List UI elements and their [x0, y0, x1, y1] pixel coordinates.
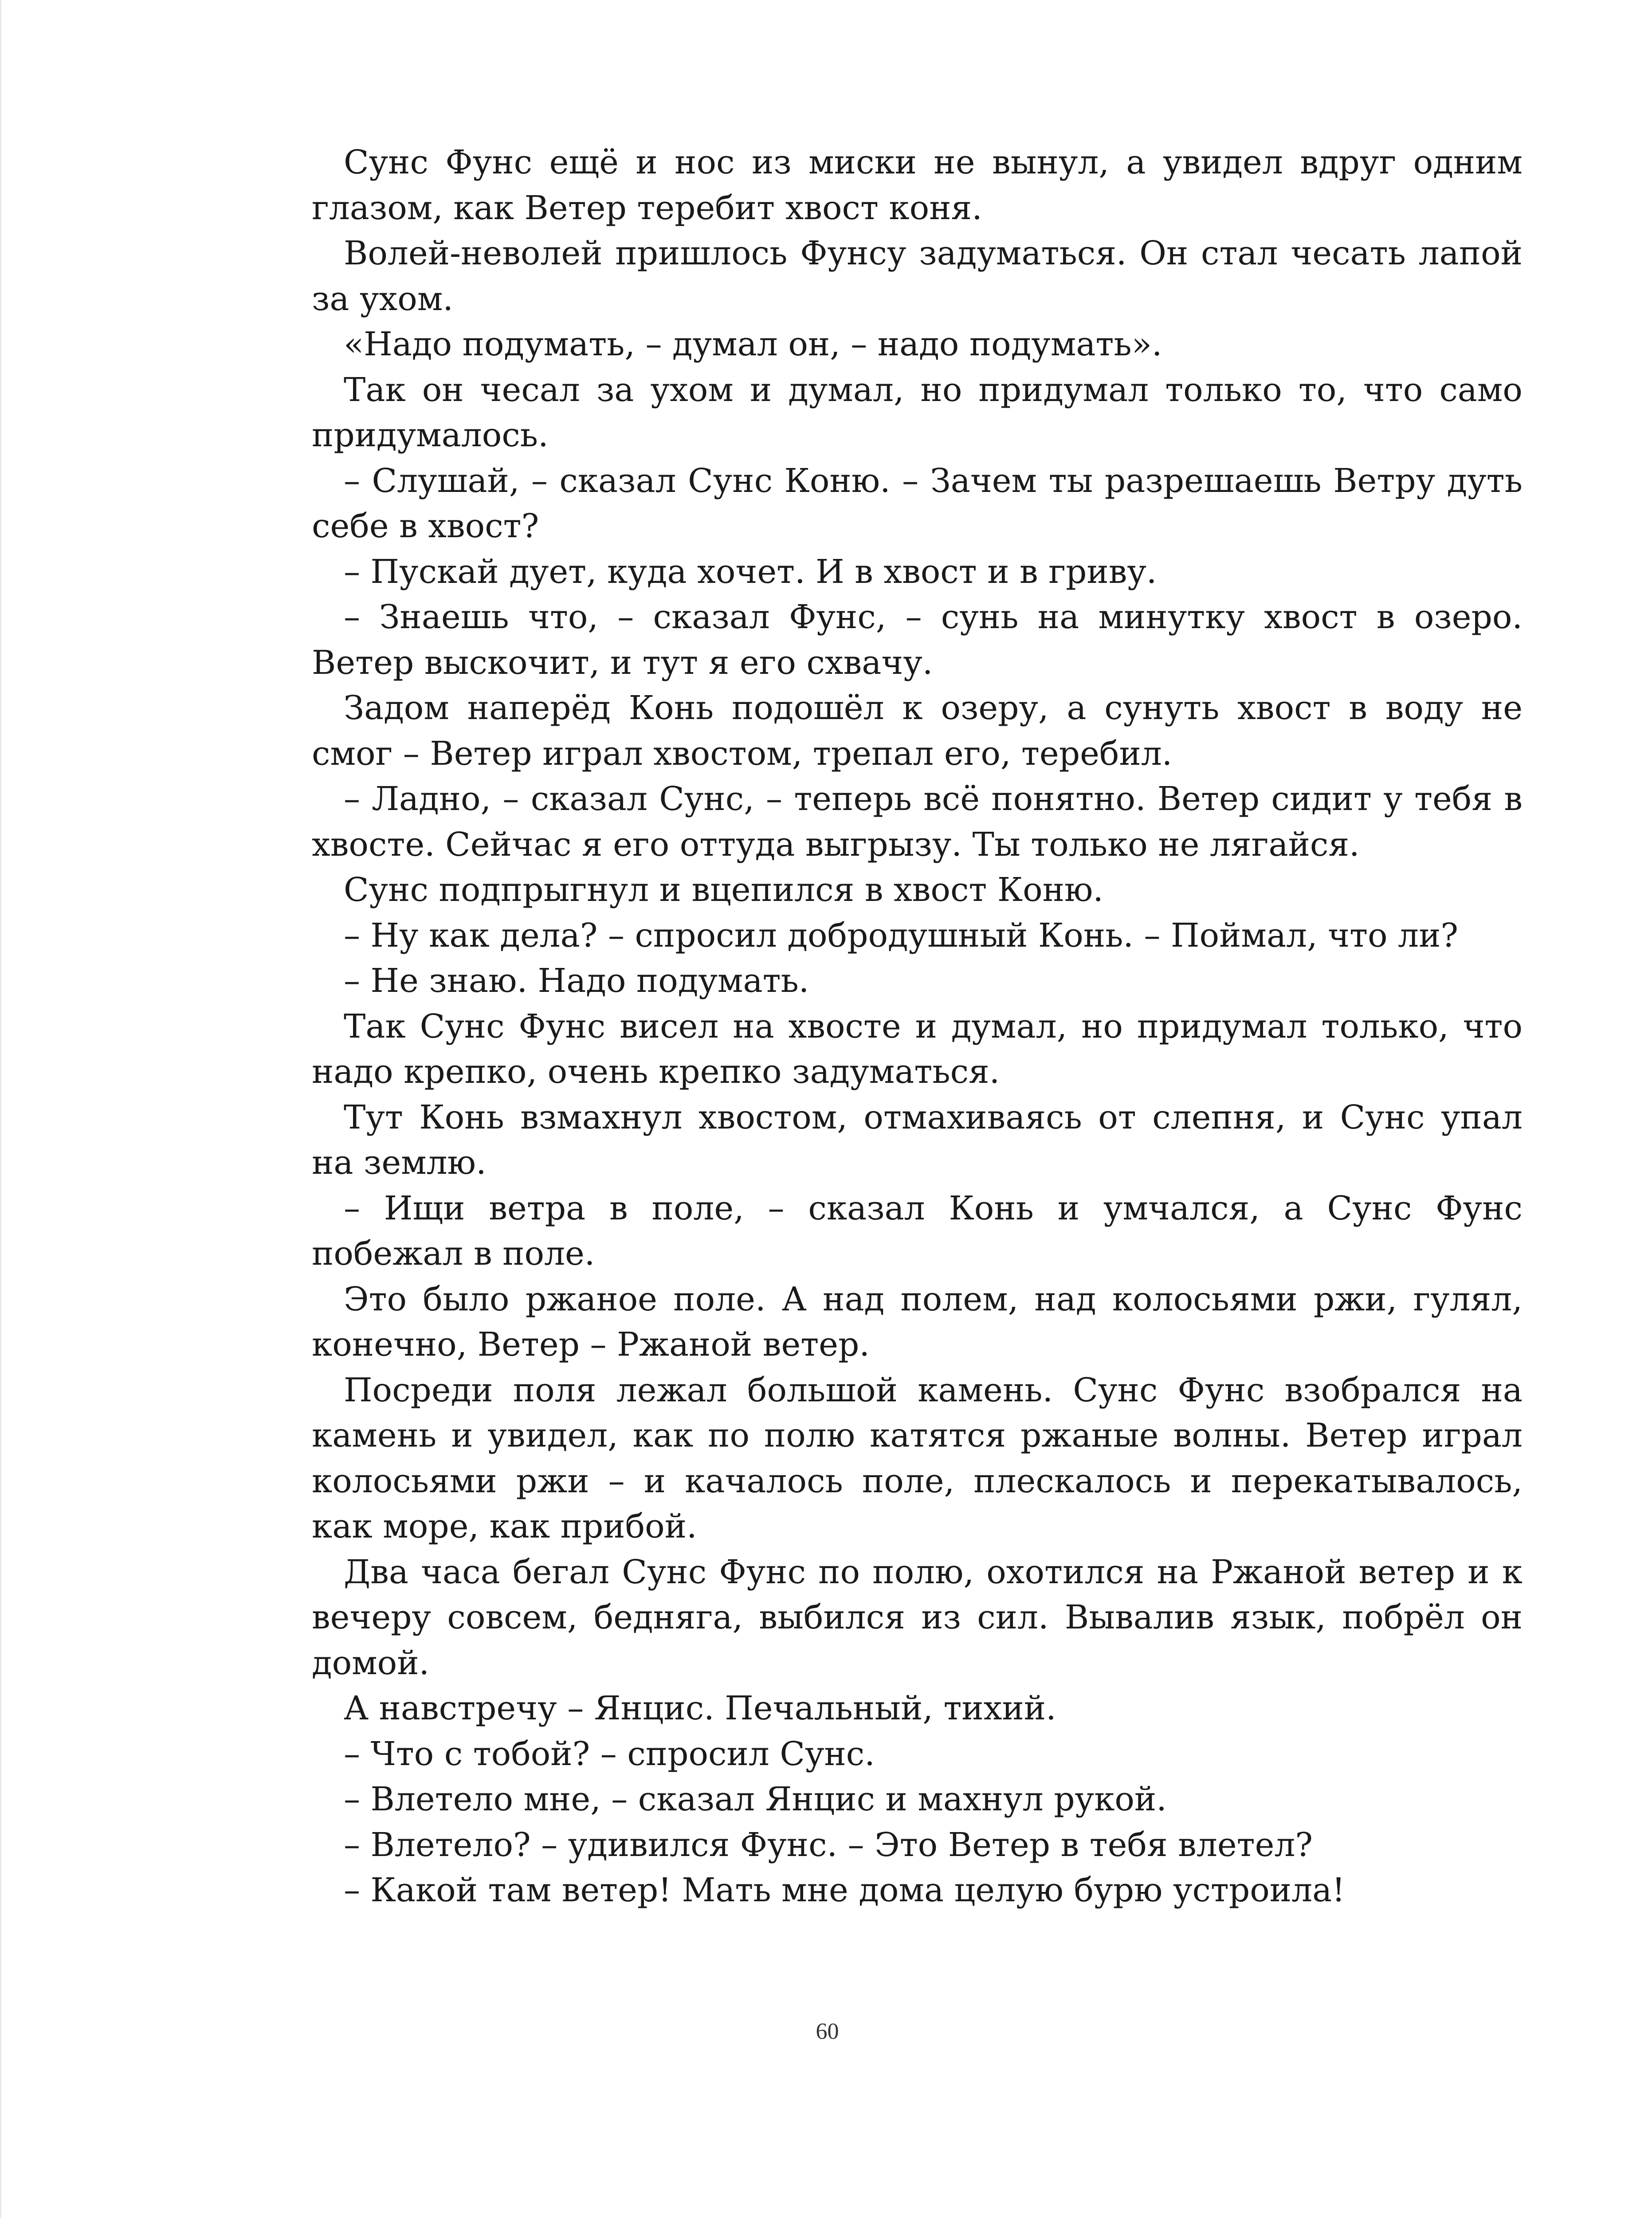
paragraph: Так он чесал за ухом и думал, но придумал только то, что само придумалось. — [312, 370, 1523, 454]
paragraph: – Что с тобой? – спросил Сунс. — [344, 1734, 875, 1773]
paragraph: – Влетело мне, – сказал Янцис и махнул рукой. — [344, 1780, 1167, 1818]
paragraph: – Ну как дела? – спросил добродушный Конь. – Поймал, что ли? — [344, 916, 1459, 955]
paragraph: – Влетело? – удивился Фунс. – Это Ветер в тебя влетел? — [344, 1825, 1313, 1864]
paragraph: – Ищи ветра в поле, – сказал Конь и умчался, а Сунс Фунс побежал в поле. — [312, 1189, 1523, 1273]
paragraph: Волей-неволей пришлось Фунсу задуматься. Он стал чесать лапой за ухом. — [312, 234, 1523, 318]
paragraph: – Не знаю. Надо подумать. — [344, 962, 809, 1000]
paragraph: Сунс Фунс ещё и нос из миски не вынул, а увидел вдруг одним глазом, как Ветер теребит хвост коня. — [312, 143, 1523, 227]
paragraph: Сунс подпрыгнул и вцепился в хвост Коню. — [344, 871, 1103, 909]
paragraph: Это было ржаное поле. А над полем, над колосьями ржи, гулял, конечно, Ветер – Ржаной ветер. — [312, 1280, 1523, 1364]
paragraph: Два часа бегал Сунс Фунс по полю, охотился на Ржаной ветер и к вечеру совсем, бедняга, выбился из сил. Вывалив язык, побрёл он домой. — [312, 1553, 1523, 1682]
paragraph: – Какой там ветер! Мать мне дома целую бурю устроила! — [344, 1871, 1345, 1909]
page-number: 60 — [816, 2019, 839, 2044]
paragraph: Посреди поля лежал большой камень. Сунс Фунс взобрался на камень и увидел, как по полю катятся ржаные волны. Ветер играл колосьями ржи – и качалось поле, плескалось и перекатывалось, как море, как прибой. — [312, 1371, 1523, 1546]
paragraph: – Ладно, – сказал Сунс, – теперь всё понятно. Ветер сидит у тебя в хвосте. Сейчас я его оттуда выгрызу. Ты только не лягайся. — [312, 780, 1523, 864]
paragraph: Тут Конь взмахнул хвостом, отмахиваясь от слепня, и Сунс упал на землю. — [312, 1098, 1523, 1182]
paragraph: – Знаешь что, – сказал Фунс, – сунь на минутку хвост в озеро. Ветер выскочит, и тут я его схвачу. — [312, 598, 1523, 682]
paragraph: – Пускай дует, куда хочет. И в хвост и в гриву. — [344, 552, 1157, 591]
paragraph: А навстречу – Янцис. Печальный, тихий. — [344, 1689, 1056, 1727]
paragraph: Так Сунс Фунс висел на хвосте и думал, но придумал только, что надо крепко, очень крепко задуматься. — [312, 1007, 1523, 1091]
paragraph: Задом наперёд Конь подошёл к озеру, а сунуть хвост в воду не смог – Ветер играл хвостом, трепал его, теребил. — [312, 689, 1523, 773]
paragraph: – Слушай, – сказал Сунс Коню. – Зачем ты разрешаешь Ветру дуть себе в хвост? — [312, 461, 1523, 545]
paragraph: «Надо подумать, – думал он, – надо подумать». — [344, 325, 1162, 363]
page-body-text — [312, 140, 1523, 1913]
